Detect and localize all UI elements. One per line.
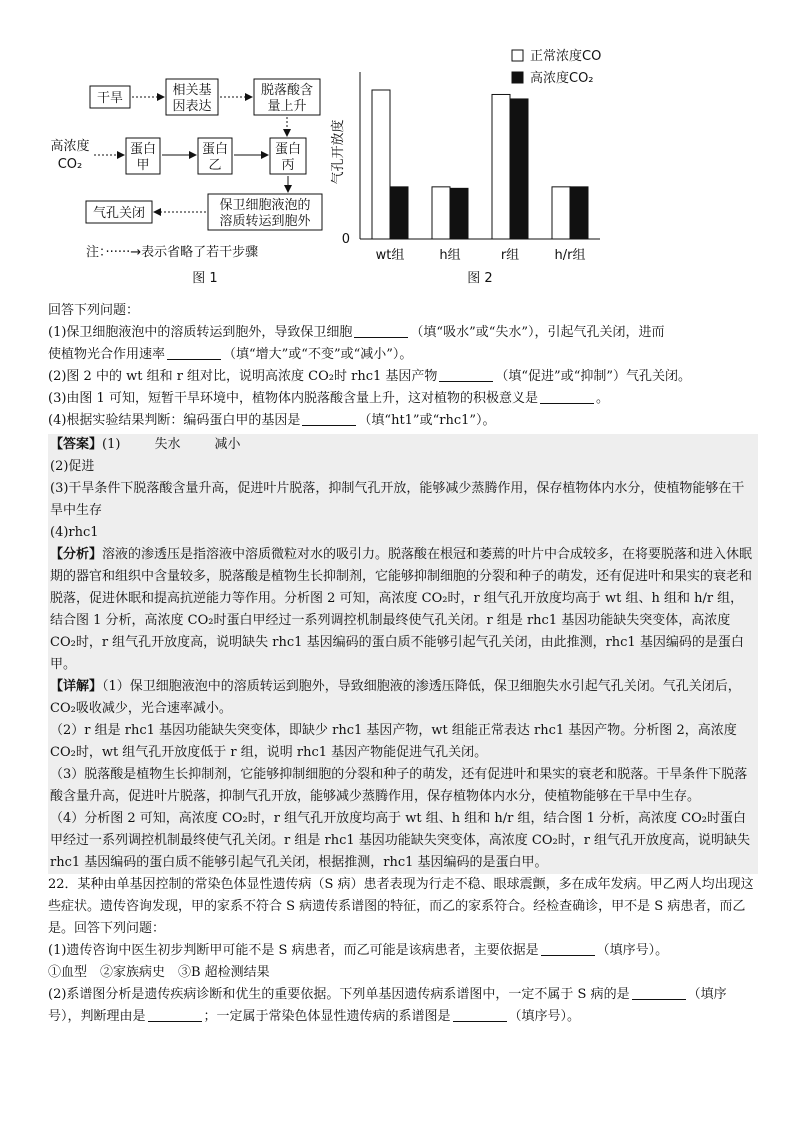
- q22-2-text-c: ；一定属于常染色体显性遗传病的系谱图是: [203, 1009, 451, 1024]
- detail-2: （2）r 组是 rhc1 基因功能缺失突变体，即缺少 rhc1 基因产物，wt 组能正常表达 rhc1 基因产物。分析图 2，高浓度 CO₂时，wt 组气孔开放度低于 r 组，说明 rhc1 基因产物能促进气孔关闭。: [50, 723, 737, 760]
- q1-text-d: （填“增大”或“不变”或“减小”）。: [223, 347, 413, 362]
- q22-1-text-a: (1)遗传咨询中医生初步判断甲可能不是 S 病患者，而乙可能是该病患者，主要依据是: [48, 943, 539, 958]
- bar-normal-3: [552, 187, 570, 239]
- answer-blank: [540, 389, 594, 404]
- y-zero-label: 0: [341, 232, 350, 247]
- q1-text-c: 使植物光合作用速率: [48, 347, 166, 362]
- bar-high-0: [390, 187, 408, 239]
- q3-text-a: (3)由图 1 可知，短暂干旱环境中，植物体内脱落酸含量上升，这对植物的积极意义是: [48, 391, 538, 406]
- answer-label: 【答案】: [50, 437, 103, 452]
- answer-section: [48, 434, 758, 874]
- guard-cell-label-1: 保卫细胞液泡的: [219, 198, 311, 213]
- q2-text-a: (2)图 2 中的 wt 组和 r 组对比，说明高浓度 CO₂时 rhc1 基因产物: [48, 369, 438, 384]
- high-co2-label-2: CO₂: [57, 157, 83, 172]
- question-22: 22．某种由单基因控制的常染色体显性遗传病（S 病）患者表现为行走不稳、眼球震颤，多在成年发病。甲乙两人均出现这些症状。遗传咨询发现，甲的家系不符合 S 病遗传系谱图的特征，而乙的家系符合。经检查确诊，甲不是 S 病患者，而乙是。回答下列问题：: [48, 877, 754, 936]
- document-body: [48, 300, 758, 1028]
- question-3: [48, 388, 758, 410]
- detail-3: （3）脱落酸是植物生长抑制剂，它能够抑制细胞的分裂和种子的萌发，还有促进叶和果实的衰老和脱落。干旱条件下脱落酸含量升高，促进叶片脱落，抑制气孔开放，能够减少蒸腾作用，保存植物体内水分，使植物能够在干旱中生存。: [50, 767, 748, 804]
- guard-cell-label-2: 溶质转运到胞外: [219, 214, 311, 229]
- answer-1-a: 失水: [154, 437, 181, 452]
- x-tick-label: wt组: [375, 248, 405, 263]
- bar-normal-0: [372, 90, 390, 239]
- q22-2-text-b: （填序号），判断理由是: [48, 987, 727, 1024]
- q2-text-b: （填“促进”或“抑制”）气孔关闭。: [495, 369, 691, 384]
- x-tick-label: h/r组: [554, 248, 586, 263]
- bar-high-1: [450, 188, 468, 239]
- answer-3: (3)干旱条件下脱落酸含量升高，促进叶片脱落，抑制气孔开放，能够减少蒸腾作用，保存植物体内水分，使植物能够在干旱中生存: [50, 481, 745, 518]
- q4-text-b: （填“ht1”或“rhc1”）。: [358, 413, 496, 428]
- figure1-note: 注：······→表示省略了若干步骤: [86, 245, 259, 260]
- legend-high-label: 高浓度CO₂: [530, 71, 594, 86]
- q4-text-a: (4)根据实验结果判断：编码蛋白甲的基因是: [48, 413, 301, 428]
- answer-1-b: 减小: [214, 437, 241, 452]
- analysis-label: 【分析】: [50, 547, 103, 562]
- drought-label: 干旱: [96, 91, 124, 106]
- x-tick-label: h组: [439, 248, 461, 263]
- answer-blank: [632, 985, 686, 1000]
- q22-2-text-d: （填序号）。: [508, 1009, 581, 1024]
- high-co2-label-1: 高浓度: [50, 139, 90, 154]
- protein-b-label-1: 蛋白: [201, 142, 229, 157]
- answer-blank: [354, 323, 408, 338]
- q3-text-b: 。: [595, 391, 609, 406]
- q1-text-b: （填“吸水”或“失水”），引起气孔关闭，进而: [410, 325, 665, 340]
- answer-1-num: (1): [102, 437, 121, 452]
- y-axis-label: 气孔开放度: [331, 119, 346, 185]
- answer-1: [50, 434, 756, 456]
- detail-label: 【详解】: [50, 679, 103, 694]
- protein-b-label-2: 乙: [208, 158, 222, 173]
- protein-c-label-1: 蛋白: [274, 142, 302, 157]
- aba-label-2: 量上升: [267, 99, 307, 114]
- figure2-caption: 图 2: [467, 271, 493, 286]
- q1-text-a: (1)保卫细胞液泡中的溶质转运到胞外，导致保卫细胞: [48, 325, 353, 340]
- q22-2-text-a: (2)系谱图分析是遗传疾病诊断和优生的重要依据。下列单基因遗传病系谱图中，一定不属于 S 病的是: [48, 987, 630, 1002]
- detail-1: [50, 676, 756, 720]
- bar-normal-2: [492, 94, 510, 239]
- stomata-close-label: 气孔关闭: [92, 206, 146, 221]
- answer-blank: [167, 345, 221, 360]
- q22-1-text-b: （填序号）。: [596, 943, 669, 958]
- protein-c-label-2: 丙: [281, 158, 295, 173]
- legend-normal-label: 正常浓度CO: [530, 49, 602, 64]
- answer-2: (2)促进: [50, 459, 95, 474]
- analysis: [50, 544, 756, 676]
- bar-high-2: [510, 99, 528, 239]
- detail-1-text: （1）保卫细胞液泡中的溶质转运到胞外，导致细胞液的渗透压降低，保卫细胞失水引起气孔关闭。气孔关闭后，CO₂吸收减少，光合速率减小。: [50, 679, 741, 716]
- protein-a-label-1: 蛋白: [129, 142, 157, 157]
- figure1-caption: 图 1: [192, 271, 218, 286]
- answer-blank: [439, 367, 493, 382]
- answer-blank: [541, 941, 595, 956]
- answer-4: (4)rhc1: [50, 525, 99, 540]
- bar-normal-1: [432, 187, 450, 239]
- figure-area: [40, 42, 605, 292]
- figure1-flowchart: [50, 79, 322, 286]
- answer-blank: [148, 1007, 202, 1022]
- question-1: [48, 322, 758, 366]
- question-22-1: [48, 940, 758, 962]
- figure-svg: [40, 42, 605, 292]
- question-22-2: [48, 984, 758, 1028]
- detail-4: （4）分析图 2 可知，高浓度 CO₂时，r 组气孔开放度均高于 wt 组、h 组和 h/r 组，结合图 1 分析，高浓度 CO₂时蛋白甲经过一系列调控机制最终使气孔关闭。r 组是 rhc1 基因功能缺失突变体，高浓度 CO₂时，r 组气孔开放度高，说明缺失 rhc1 基因编码的蛋白质不能够引起气孔关闭，根据推测，rhc1 基因编码的是蛋白甲。: [50, 811, 751, 870]
- analysis-text: 溶液的渗透压是指溶液中溶质微粒对水的吸引力。脱落酸在根冠和萎蔫的叶片中合成较多，在将要脱落和进入休眠期的器官和组织中含量较多，脱落酸是植物生长抑制剂，它能够抑制细胞的分裂和种子的萌发，还有促进叶和果实的衰老和脱落，促进休眠和提高抗逆能力等作用。分析图 2 可知，高浓度 CO₂时，r 组气孔开放度均高于 wt 组、h 组和 h/r 组，结合图 1 分析，高浓度 CO₂时蛋白甲经过一系列调控机制最终使气孔关闭。r 组是 rhc1 基因功能缺失突变体，高浓度 CO₂时，r 组气孔开放度高，说明缺失 rhc1 基因编码的蛋白质不能够引起气孔关闭，由此推测，rhc1 基因编码的是蛋白甲。: [50, 547, 753, 672]
- answer-blank: [302, 411, 356, 426]
- intro-line: 回答下列问题：: [48, 303, 140, 318]
- x-tick-label: r组: [500, 248, 520, 263]
- legend-normal-swatch: [512, 50, 523, 61]
- gene-expression-label-2: 因表达: [172, 99, 212, 114]
- protein-a-label-2: 甲: [136, 158, 150, 173]
- answer-blank: [453, 1007, 507, 1022]
- legend-high-swatch: [512, 72, 523, 83]
- bar-high-3: [570, 187, 588, 239]
- question-4: [48, 410, 758, 432]
- question-2: [48, 366, 758, 388]
- gene-expression-label-1: 相关基: [172, 83, 212, 98]
- question-22-options: ①血型 ②家族病史 ③B 超检测结果: [48, 965, 270, 980]
- figure2-bar-chart: [330, 48, 601, 286]
- aba-label-1: 脱落酸含: [260, 83, 314, 98]
